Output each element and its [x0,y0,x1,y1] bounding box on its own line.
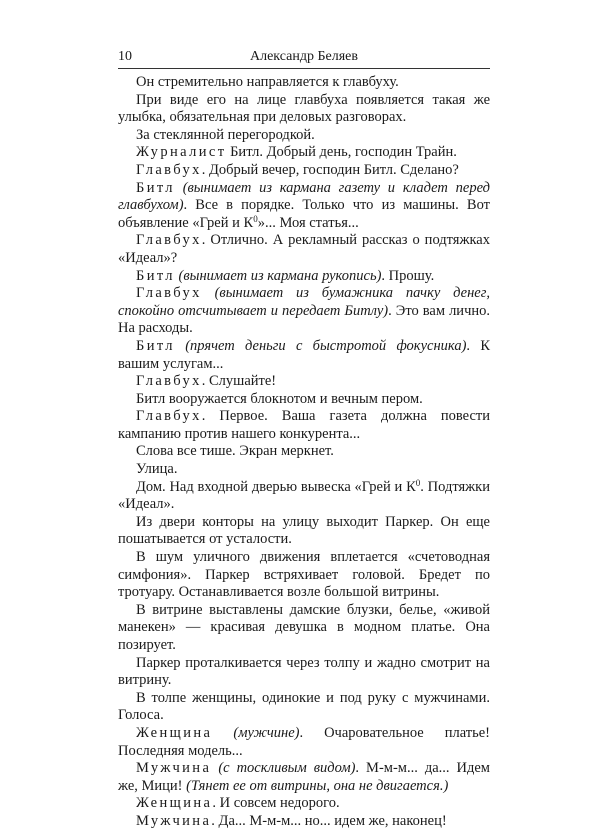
text-run: Битл вооружается блокнотом и вечным пером. [136,390,423,407]
stage-direction: (вынимает из кармана газету и кладет перед главбухом) [118,179,490,214]
text-run: . Слушайте! [201,373,277,390]
text-run: . Это вам лично. На расходы. [118,302,490,337]
stage-direction: (прячет деньги с быстротой фокусника) [185,337,467,354]
paragraph [118,602,490,655]
text-run: При виде его на лице главбуха появляется такая же улыбка, обязательная при деловых разговорах. [118,91,490,126]
speaker-name: Битл [136,267,175,284]
paragraph [118,549,490,602]
text-run: Улица. [136,461,178,478]
speaker-name: Журналист [136,144,227,161]
paragraph [118,690,490,725]
paragraph [118,795,490,813]
text-run: Битл. Добрый день, господин Трайн. [226,144,457,161]
speaker-name: Битл [136,179,175,196]
text-run: Дом. Над входной дверью вывеска «Грей и К [136,478,416,495]
paragraph [118,162,490,180]
paragraph [118,74,490,92]
paragraph [118,443,490,461]
text-run: Он стремительно направляется к главбуху. [136,74,399,90]
stage-direction: (вынимает из бумажника пачку денег, спокойно отсчитывает и передает Битлу) [118,285,490,319]
text-run: В толпе женщины, одинокие и под руку с мужчинами. Голоса. [118,689,490,724]
paragraph [118,408,490,443]
text-run: За стеклянной перегородкой. [136,126,315,143]
text-run [211,760,218,776]
text-run [175,338,185,354]
speaker-name: Главбух [136,161,202,178]
text-run: . Все в порядке. Только что из машины. Вот объявление «Грей и К [118,197,490,231]
stage-direction: (мужчине) [233,724,300,741]
text-run: . К вашим услугам... [118,337,490,372]
paragraph [118,92,490,127]
superscript: 0 [415,477,421,488]
paragraph [118,479,490,514]
speaker-name: Мужчина [136,760,212,777]
stage-direction: (Тянет ее от витрины, она не двигается.) [186,777,449,794]
header-rule [118,68,490,69]
paragraph [118,391,490,409]
paragraph [118,514,490,549]
running-header [118,48,490,68]
speaker-name: Женщина [136,795,213,812]
text-run: »... Моя статья... [257,214,359,231]
paragraph [118,180,490,233]
text-run: Слова все тише. Экран меркнет. [136,443,334,460]
text-run: . И совсем недорого. [212,795,340,812]
text-run: Из двери конторы на улицу выходит Паркер. Он еще пошатывается от усталости. [118,513,490,548]
superscript: 0 [253,213,258,224]
text-run: В шум уличного движения вплетается «счетоводная симфония». Паркер встряхивает головой. Бредет по тротуару. Останавливается возле большой витрины. [118,549,490,601]
speaker-name: Главбух [136,373,202,390]
speaker-name: Женщина [136,724,213,741]
page-body-text [118,74,490,831]
text-run: . Подтяжки «Идеал». [118,478,490,513]
paragraph [118,655,490,690]
text-run: В витрине выставлены дамские блузки, белье, «живой манекен» — красивая девушка в модном платье. Она позирует. [118,601,490,653]
page-number: 10 [118,49,132,64]
speaker-name: Главбух [136,232,202,249]
running-head-author: Александр Беляев [250,49,358,64]
text-run: . М-м-м... да... Идем же, Мици! [118,760,490,794]
text-run: . Да... М-м-м... но... идем же, наконец! [211,812,447,829]
text-run [202,285,215,301]
speaker-name: Главбух [136,285,202,302]
text-run: . Прошу. [381,267,435,284]
speaker-name: Мужчина [136,812,212,829]
stage-direction: (с тоскливым видом) [218,760,356,777]
speaker-name: Главбух [136,408,202,425]
text-run: . Добрый вечер, господин Битл. Сделано? [201,161,459,178]
text-run: . Первое. Ваша газета должна повести кампанию против нашего конкурента... [118,408,490,442]
paragraph [118,268,490,286]
paragraph [118,760,490,795]
text-run [212,725,233,741]
text-run: . Отлично. А рекламный рассказ о подтяжках «Идеал»? [118,232,490,266]
text-run: Паркер проталкивается через толпу и жадно смотрит на витрину. [118,654,490,689]
paragraph [118,232,490,267]
paragraph [118,373,490,391]
stage-direction: (вынимает из кармана рукопись) [178,267,382,284]
text-run [175,180,183,196]
paragraph [118,285,490,338]
text-run: . Очаровательное платье! Последняя модель... [118,724,491,759]
paragraph [118,461,490,479]
paragraph [118,127,490,145]
paragraph [118,813,490,831]
paragraph [118,144,490,162]
paragraph [118,725,490,760]
paragraph [118,338,490,373]
speaker-name: Битл [136,337,175,354]
